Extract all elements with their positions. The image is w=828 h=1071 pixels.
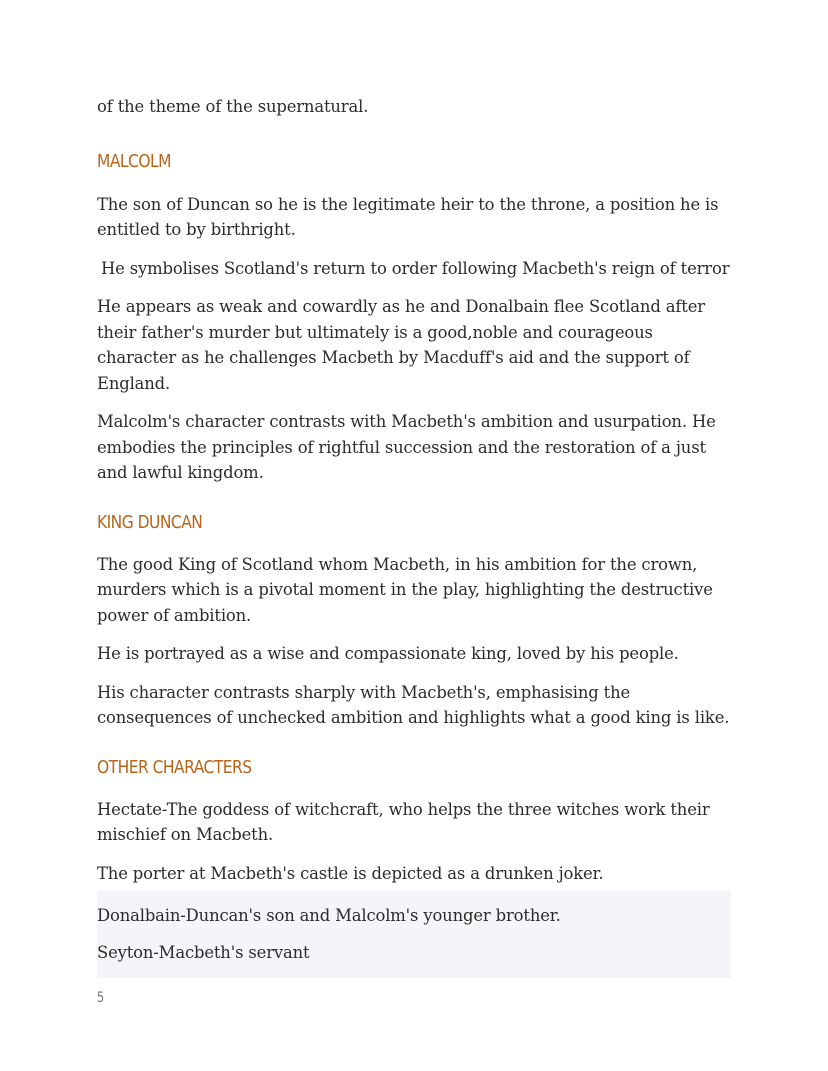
other-paragraph-donalbain: Donalbain-Duncan's son and Malcolm's younger brother. <box>97 906 561 925</box>
malcolm-paragraph-2: He symbolises Scotland's return to order following Macbeth's reign of terror <box>101 258 730 278</box>
duncan-paragraph-2: He is portrayed as a wise and compassionate king, loved by his people. <box>97 644 679 663</box>
duncan-paragraph-3: His character contrasts sharply with Macbeth's, emphasising the consequences of unchecked ambition and highlights what a good king is like. <box>97 682 730 727</box>
malcolm-paragraph-3: He appears as weak and cowardly as he and Donalbain flee Scotland after their father's murder but ultimately is a good,noble and courageous character as he challenges Macbeth by Macduff's aid and the support of England. <box>97 297 705 393</box>
section-heading-malcolm: MALCOLM <box>97 150 171 172</box>
section-malcolm <box>97 150 731 486</box>
shaded-text-block <box>97 891 731 978</box>
continuation-text: of the theme of the supernatural. <box>97 97 369 116</box>
malcolm-paragraph-1: The son of Duncan so he is the legitimate heir to the throne, a position he is entitled to by birthright. <box>97 194 719 239</box>
section-heading-king-duncan: KING DUNCAN <box>97 511 203 533</box>
section-heading-other-characters: OTHER CHARACTERS <box>97 756 252 778</box>
page-number: 5 <box>97 990 105 1006</box>
section-king-duncan <box>97 511 731 731</box>
page-content <box>97 94 731 978</box>
malcolm-paragraph-4: Malcolm's character contrasts with Macbeth's ambition and usurpation. He embodies the principles of rightful succession and the restoration of a just and lawful kingdom. <box>97 412 716 482</box>
section-other-characters <box>97 756 731 979</box>
other-paragraph-porter: The porter at Macbeth's castle is depicted as a drunken joker. <box>97 863 604 883</box>
other-paragraph-hectate: Hectate-The goddess of witchcraft, who helps the three witches work their mischief on Macbeth. <box>97 799 710 844</box>
duncan-paragraph-1: The good King of Scotland whom Macbeth, in his ambition for the crown, murders which is a pivotal moment in the play, highlighting the destructive power of ambition. <box>97 554 713 625</box>
other-paragraph-seyton: Seyton-Macbeth's servant <box>97 942 310 962</box>
